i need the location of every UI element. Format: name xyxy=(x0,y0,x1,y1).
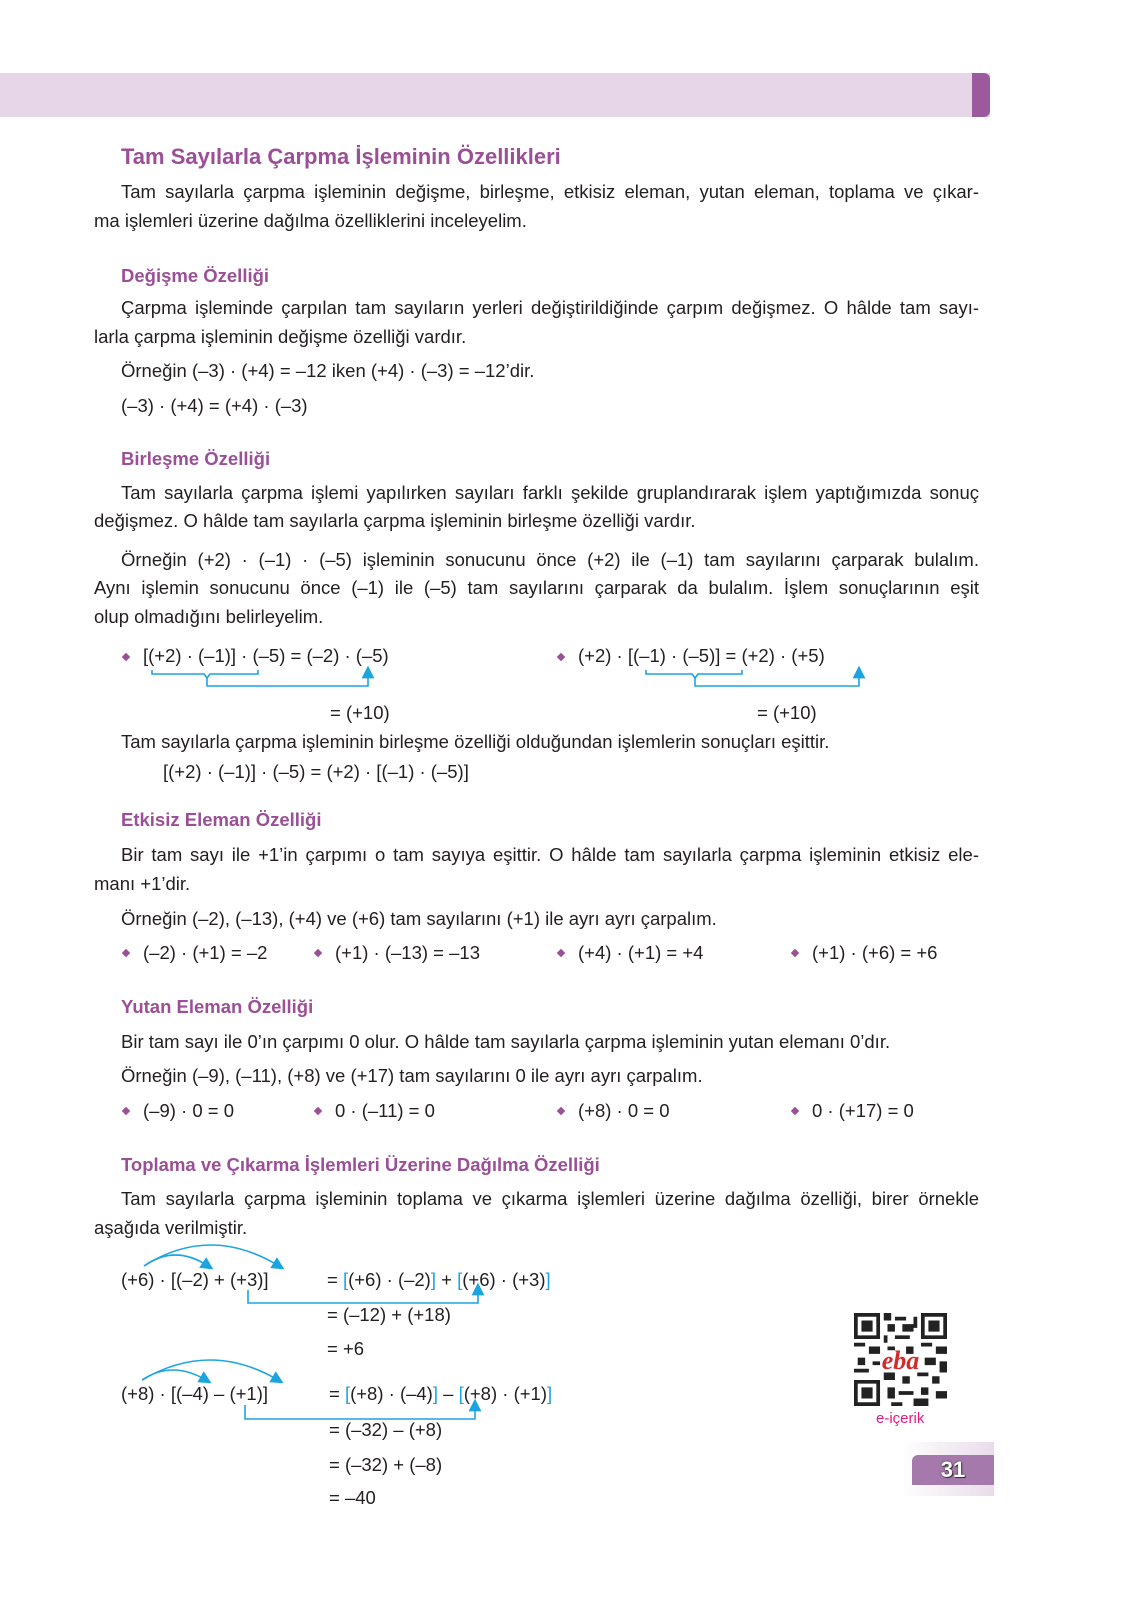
intro-line: ma işlemleri üzerine dağılma özelliklerini inceleyelim. xyxy=(94,210,527,231)
section-heading-dagilma: Toplama ve Çıkarma İşlemleri Üzerine Dağılma Özelliği xyxy=(121,1154,600,1175)
paragraph-line: larla çarpma işleminin değişme özelliği vardır. xyxy=(94,326,467,347)
paragraph-line: Tam sayılarla çarpma işlemi yapılırken sayıları farklı şekilde gruplandırarak işlem yaptığımızda sonuç xyxy=(121,482,979,503)
paragraph-line: Aynı işlemin sonucunu önce (–1) ile (–5) tam sayılarını çarparak da bulalım. İşlem sonuçlarının eşit xyxy=(94,577,979,598)
paragraph-line: olup olmadığını belirleyelim. xyxy=(94,606,324,627)
brace xyxy=(646,670,742,678)
example-text: Örneğin (–3) · (+4) = –12 iken (+4) · (–3) = –12’dir. xyxy=(121,360,535,381)
bullet-formula: (+8) · 0 = 0 xyxy=(578,1100,670,1121)
bracket: ] xyxy=(547,1383,553,1404)
bracket: [ xyxy=(457,1269,463,1290)
example-text: Örneğin (–2), (–13), (+4) ve (+6) tam sayılarını (+1) ile ayrı ayrı çarpalım. xyxy=(121,908,717,929)
bracket: [ xyxy=(342,1269,349,1290)
example-text: Örneğin (–9), (–11), (+8) ve (+17) tam sayılarını 0 ile ayrı ayrı çarpalım. xyxy=(121,1065,703,1086)
term: (+8) · (–4) xyxy=(350,1383,433,1404)
bracket: [ xyxy=(458,1383,464,1404)
distributive-lhs: (+6) · [(–2) + (+3)] xyxy=(121,1269,269,1290)
formula: (–3) · (+4) = (+4) · (–3) xyxy=(121,395,308,416)
e-icerik-label[interactable]: e-içerik xyxy=(876,1410,925,1427)
section-heading-yutan: Yutan Eleman Özelliği xyxy=(121,996,314,1017)
bullet-formula: (–9) · 0 = 0 xyxy=(143,1100,235,1121)
brace xyxy=(152,670,258,678)
operator: – xyxy=(443,1383,454,1404)
step: = +6 xyxy=(327,1338,365,1359)
step: = –40 xyxy=(329,1487,376,1508)
curve-arrow xyxy=(142,1360,278,1380)
bracket: ] xyxy=(545,1269,551,1290)
bullet-formula: 0 · (+17) = 0 xyxy=(812,1100,914,1121)
conclusion: Tam sayılarla çarpma işleminin birleşme özelliği olduğundan işlemlerin sonuçları eşittir. xyxy=(121,731,830,752)
result: = (+10) xyxy=(757,702,817,723)
equals: = xyxy=(329,1383,340,1404)
result: = (+10) xyxy=(330,702,390,723)
bullet-formula: (+1) · (–13) = –13 xyxy=(335,942,480,963)
bracket-arrow xyxy=(248,1289,478,1303)
bullet-formula: [(+2) · (–1)] · (–5) = (–2) · (–5) xyxy=(143,645,389,666)
paragraph-line: Bir tam sayı ile 0’ın çarpımı 0 olur. O hâlde tam sayılarla çarpma işleminin yutan elemanı 0’dır. xyxy=(121,1031,891,1052)
bullet-formula: 0 · (–11) = 0 xyxy=(335,1100,435,1121)
curve-arrow xyxy=(144,1245,279,1266)
equals: = xyxy=(327,1269,338,1290)
term: (+6) · (+3) xyxy=(462,1269,546,1290)
bracket: ] xyxy=(432,1383,438,1404)
svg-text:eba: eba xyxy=(881,1345,920,1375)
step: = (–12) + (+18) xyxy=(327,1304,451,1325)
intro-line: Tam sayılarla çarpma işleminin değişme, birleşme, etkisiz eleman, yutan eleman, toplama ve çıkar- xyxy=(121,181,979,202)
bracket: [ xyxy=(344,1383,351,1404)
bracket: ] xyxy=(430,1269,436,1290)
paragraph-line: Çarpma işleminde çarpılan tam sayıların yerleri değiştirildiğinde çarpım değişmez. O hâlde tam sayı- xyxy=(121,297,979,318)
bullet-formula: (+4) · (+1) = +4 xyxy=(578,942,704,963)
page-title: Tam Sayılarla Çarpma İşleminin Özellikleri xyxy=(121,144,561,169)
paragraph-line: manı +1’dir. xyxy=(94,873,191,894)
paragraph-line: Tam sayılarla çarpma işleminin toplama ve çıkarma işlemleri üzerine dağılma özelliği, birer örnekle xyxy=(121,1188,979,1209)
section-heading-etkisiz: Etkisiz Eleman Özelliği xyxy=(121,809,322,830)
operator: + xyxy=(441,1269,452,1290)
section-heading-degisme: Değişme Özelliği xyxy=(121,265,270,286)
term: (+8) · (+1) xyxy=(463,1383,547,1404)
term: (+6) · (–2) xyxy=(348,1269,431,1290)
formula: [(+2) · (–1)] · (–5) = (+2) · [(–1) · (–5)] xyxy=(163,761,469,782)
paragraph-line: değişmez. O hâlde tam sayılarla çarpma işleminin birleşme özelliği vardır. xyxy=(94,510,696,531)
paragraph-line: aşağıda verilmiştir. xyxy=(94,1217,248,1238)
bullet-formula: (–2) · (+1) = –2 xyxy=(143,942,268,963)
paragraph-line: Bir tam sayı ile +1’in çarpımı o tam sayıya eşittir. O hâlde tam sayılarla çarpma işleminin etkisiz ele- xyxy=(121,844,979,865)
distributive-lhs: (+8) · [(–4) – (+1)] xyxy=(121,1383,269,1404)
page-number: 31 xyxy=(912,1455,994,1485)
bullet-formula: (+2) · [(–1) · (–5)] = (+2) · (+5) xyxy=(578,645,825,666)
paragraph-line: Örneğin (+2) · (–1) · (–5) işleminin sonucunu önce (+2) ile (–1) tam sayılarını çarparak bulalım. xyxy=(121,549,979,570)
bracket-arrow xyxy=(245,1405,475,1419)
bullet-formula: (+1) · (+6) = +6 xyxy=(812,942,938,963)
qr-code-icon[interactable] xyxy=(853,1313,948,1406)
section-heading-birlesme: Birleşme Özelliği xyxy=(121,448,271,469)
step: = (–32) + (–8) xyxy=(329,1454,443,1475)
step: = (–32) – (+8) xyxy=(329,1419,443,1440)
